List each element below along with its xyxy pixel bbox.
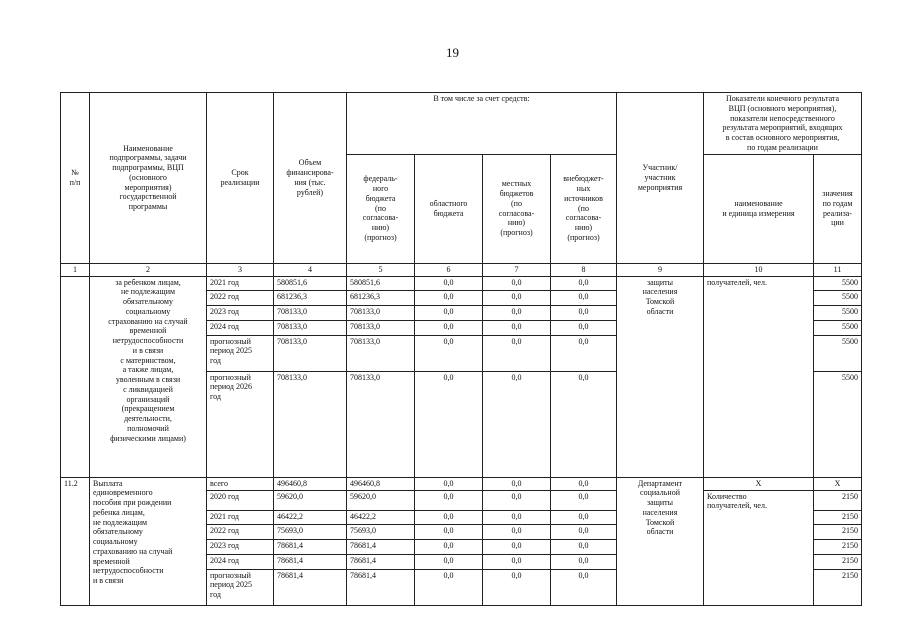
header-indicators-group: Показатели конечного результата ВЦП (основного мероприятия), показатели непосредственного результата мероприятий, входящих в состав основного мероприятия, по годам реализации [704, 93, 862, 155]
section1-indicator: получателей, чел. [704, 276, 814, 477]
federal-cell: 46422,2 [347, 510, 415, 524]
local-cell: 0,0 [483, 569, 551, 605]
extrabudget-cell: 0,0 [551, 569, 617, 605]
local-cell: 0,0 [483, 524, 551, 539]
federal-cell: 580851,6 [347, 276, 415, 290]
local-cell: 0,0 [483, 305, 551, 320]
section1-participant: защиты населения Томской области [617, 276, 704, 477]
header-row-1 [61, 93, 862, 155]
table-row [61, 477, 862, 490]
regional-cell: 0,0 [415, 290, 483, 305]
colnum-6: 6 [415, 263, 483, 276]
extrabudget-cell: 0,0 [551, 371, 617, 477]
regional-cell: 0,0 [415, 320, 483, 335]
colnum-9: 9 [617, 263, 704, 276]
local-cell: 0,0 [483, 335, 551, 371]
table-row [61, 276, 862, 290]
value-cell: 2150 [814, 510, 862, 524]
extrabudget-cell: 0,0 [551, 276, 617, 290]
period-cell: прогнозный период 2026 год [207, 371, 274, 477]
extrabudget-cell: 0,0 [551, 305, 617, 320]
period-cell: 2021 год [207, 510, 274, 524]
total-cell: 708133,0 [274, 371, 347, 477]
header-extrabudget: внебюджет- ных источников (по согласова- нию) (прогноз) [551, 154, 617, 263]
federal-cell: 78681,4 [347, 554, 415, 569]
header-indicator-values: значения по годам реализа- ции [814, 154, 862, 263]
regional-cell: 0,0 [415, 569, 483, 605]
total-cell: 78681,4 [274, 539, 347, 554]
value-cell: 2150 [814, 539, 862, 554]
local-cell: 0,0 [483, 554, 551, 569]
colnum-7: 7 [483, 263, 551, 276]
section2-number: 11.2 [61, 477, 90, 605]
section2-value-total: Х [814, 477, 862, 490]
federal-cell: 708133,0 [347, 335, 415, 371]
period-cell: 2023 год [207, 539, 274, 554]
federal-cell: 708133,0 [347, 320, 415, 335]
period-cell: всего [207, 477, 274, 490]
value-cell: 2150 [814, 554, 862, 569]
value-cell: 5500 [814, 290, 862, 305]
header-total: Объем финансирова- ния (тыс. рублей) [274, 93, 347, 264]
federal-cell: 496460,8 [347, 477, 415, 490]
regional-cell: 0,0 [415, 554, 483, 569]
federal-cell: 681236,3 [347, 290, 415, 305]
total-cell: 78681,4 [274, 554, 347, 569]
header-federal: федераль- ного бюджета (по согласова- нию) (прогноз) [347, 154, 415, 263]
section2-participant: Департамент социальной защиты населения Томской области [617, 477, 704, 605]
period-cell: 2024 год [207, 554, 274, 569]
regional-cell: 0,0 [415, 276, 483, 290]
colnum-8: 8 [551, 263, 617, 276]
total-cell: 708133,0 [274, 305, 347, 320]
header-sources-group: В том числе за счет средств: [347, 93, 617, 155]
colnum-3: 3 [207, 263, 274, 276]
period-cell: 2022 год [207, 290, 274, 305]
regional-cell: 0,0 [415, 524, 483, 539]
extrabudget-cell: 0,0 [551, 477, 617, 490]
period-cell: 2024 год [207, 320, 274, 335]
local-cell: 0,0 [483, 477, 551, 490]
value-cell: 2150 [814, 490, 862, 510]
extrabudget-cell: 0,0 [551, 320, 617, 335]
local-cell: 0,0 [483, 276, 551, 290]
regional-cell: 0,0 [415, 539, 483, 554]
federal-cell: 78681,4 [347, 569, 415, 605]
extrabudget-cell: 0,0 [551, 490, 617, 510]
value-cell: 5500 [814, 371, 862, 477]
local-cell: 0,0 [483, 510, 551, 524]
federal-cell: 78681,4 [347, 539, 415, 554]
header-name: Наименование подпрограммы, задачи подпрограммы, ВЦП (основного мероприятия) государственной программы [90, 93, 207, 264]
extrabudget-cell: 0,0 [551, 335, 617, 371]
total-cell: 78681,4 [274, 569, 347, 605]
program-table [60, 92, 862, 606]
value-cell: 5500 [814, 305, 862, 320]
period-cell: 2020 год [207, 490, 274, 510]
period-cell: 2021 год [207, 276, 274, 290]
value-cell: 5500 [814, 335, 862, 371]
colnum-4: 4 [274, 263, 347, 276]
extrabudget-cell: 0,0 [551, 510, 617, 524]
extrabudget-cell: 0,0 [551, 539, 617, 554]
value-cell: 5500 [814, 320, 862, 335]
value-cell: 2150 [814, 524, 862, 539]
period-cell: прогнозный период 2025 год [207, 335, 274, 371]
section1-number [61, 276, 90, 477]
period-cell: 2022 год [207, 524, 274, 539]
header-regional: областного бюджета [415, 154, 483, 263]
header-indicator-name: наименование и единица измерения [704, 154, 814, 263]
regional-cell: 0,0 [415, 371, 483, 477]
local-cell: 0,0 [483, 320, 551, 335]
total-cell: 708133,0 [274, 320, 347, 335]
federal-cell: 708133,0 [347, 305, 415, 320]
total-cell: 496460,8 [274, 477, 347, 490]
total-cell: 681236,3 [274, 290, 347, 305]
section2-name: Выплата единовременного пособия при рождении ребенка лицам, не подлежащим обязательному социальному страхованию на случай временной нетрудоспособности и в связи [90, 477, 207, 605]
total-cell: 46422,2 [274, 510, 347, 524]
colnum-10: 10 [704, 263, 814, 276]
total-cell: 580851,6 [274, 276, 347, 290]
local-cell: 0,0 [483, 290, 551, 305]
section2-indicator-total: Х [704, 477, 814, 490]
period-cell: 2023 год [207, 305, 274, 320]
total-cell: 75693,0 [274, 524, 347, 539]
page-number: 19 [446, 45, 459, 60]
federal-cell: 59620,0 [347, 490, 415, 510]
federal-cell: 708133,0 [347, 371, 415, 477]
colnum-1: 1 [61, 263, 90, 276]
local-cell: 0,0 [483, 371, 551, 477]
total-cell: 59620,0 [274, 490, 347, 510]
colnum-5: 5 [347, 263, 415, 276]
extrabudget-cell: 0,0 [551, 290, 617, 305]
local-cell: 0,0 [483, 539, 551, 554]
value-cell: 2150 [814, 569, 862, 605]
regional-cell: 0,0 [415, 305, 483, 320]
extrabudget-cell: 0,0 [551, 554, 617, 569]
total-cell: 708133,0 [274, 335, 347, 371]
column-number-row [61, 263, 862, 276]
extrabudget-cell: 0,0 [551, 524, 617, 539]
federal-cell: 75693,0 [347, 524, 415, 539]
regional-cell: 0,0 [415, 490, 483, 510]
colnum-11: 11 [814, 263, 862, 276]
period-cell: прогнозный период 2025 год [207, 569, 274, 605]
regional-cell: 0,0 [415, 477, 483, 490]
local-cell: 0,0 [483, 490, 551, 510]
header-number: № п/п [61, 93, 90, 264]
header-period: Срок реализации [207, 93, 274, 264]
regional-cell: 0,0 [415, 510, 483, 524]
regional-cell: 0,0 [415, 335, 483, 371]
section1-name: за ребенком лицам, не подлежащим обязательному социальному страхованию на случай временной нетрудоспособности и в связи с материнством, а также лицам, уволенным в связи с ликвидацией организаций (прекращением деятельности, полномочий физическими лицами) [90, 276, 207, 477]
colnum-2: 2 [90, 263, 207, 276]
value-cell: 5500 [814, 276, 862, 290]
header-participant: Участник/ участник мероприятия [617, 93, 704, 264]
section2-indicator: Количество получателей, чел. [704, 490, 814, 605]
header-local: местных бюджетов (по согласова- нию) (прогноз) [483, 154, 551, 263]
